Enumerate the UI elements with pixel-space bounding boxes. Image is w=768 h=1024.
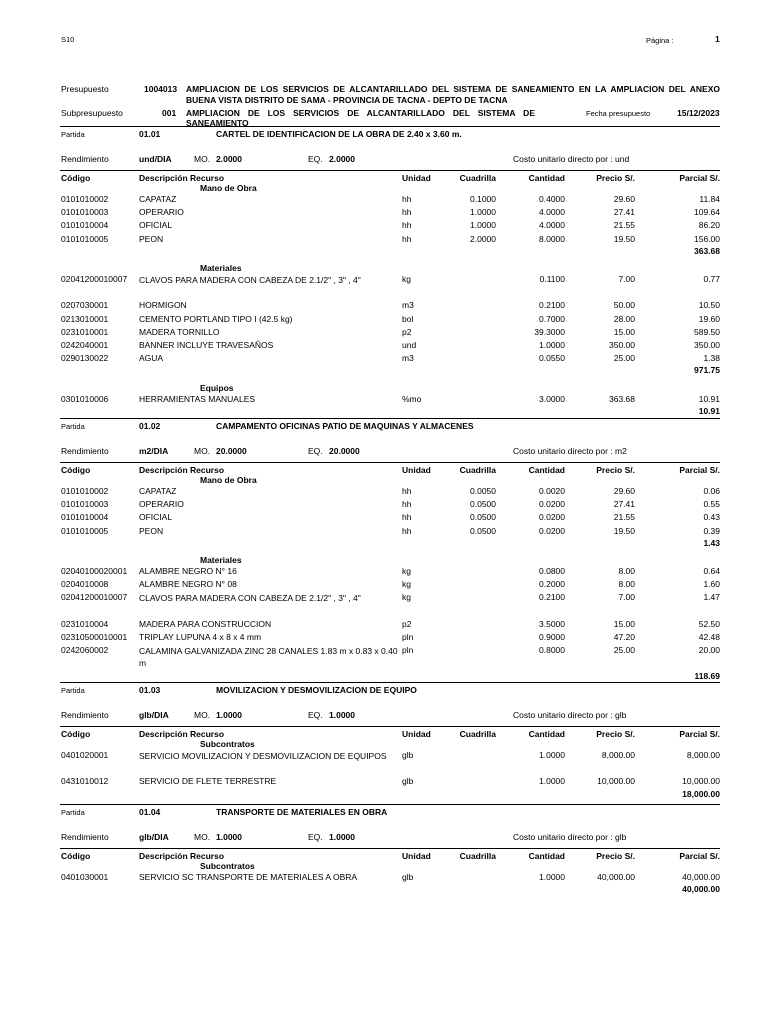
row-cantidad: 0.1100 (539, 274, 565, 284)
group-title: Mano de Obra (200, 475, 257, 485)
row-cantidad: 0.2100 (539, 300, 565, 311)
col-parcial-header: Parcial S/. (679, 729, 720, 739)
row-codigo: 0207030001 (61, 300, 109, 311)
mo-label: MO. (194, 446, 211, 456)
row-descripcion: CLAVOS PARA MADERA CON CABEZA DE 2.1/2" , 3" , 4" (139, 593, 361, 604)
col-cuadrilla-header: Cuadrilla (459, 465, 496, 475)
row-precio: 21.55 (613, 512, 635, 523)
row-descripcion: CAPATAZ (139, 194, 177, 204)
col-cantidad-header: Cantidad (528, 465, 565, 475)
row-precio: 7.00 (618, 274, 635, 284)
row-cuadrilla: 1.0000 (470, 207, 496, 218)
row-parcial: 20.00 (698, 645, 720, 656)
col-cuadrilla-header: Cuadrilla (459, 729, 496, 739)
row-codigo: 0101010004 (61, 512, 109, 523)
row-codigo: 0101010004 (61, 220, 109, 231)
partida-code: 01.01 (139, 129, 161, 139)
row-descripcion: ALAMBRE NEGRO N° 16 (139, 566, 237, 576)
table-top-rule (60, 848, 720, 849)
row-descripcion: OFICIAL (139, 220, 173, 231)
subpresupuesto-title-line1: AMPLIACION DE LOS SERVICIOS DE ALCANTARILLADO DEL SISTEMA DE (186, 108, 535, 118)
row-codigo: 0213010001 (61, 313, 109, 324)
row-parcial: 156.00 (694, 233, 720, 244)
row-cantidad: 1.0000 (539, 872, 565, 882)
row-unidad: hh (402, 233, 412, 244)
eq-label: EQ. (308, 710, 323, 720)
row-precio: 7.00 (618, 592, 635, 603)
costo-unitario-label: Costo unitario directo por : m2 (513, 446, 627, 456)
row-unidad: hh (402, 194, 412, 204)
row-parcial: 0.06 (703, 486, 720, 496)
col-precio-header: Precio S/. (596, 729, 635, 739)
row-codigo: 0301010006 (61, 393, 109, 404)
row-cantidad: 3.0000 (539, 393, 565, 404)
row-codigo: 02041200010007 (61, 274, 128, 284)
presupuesto-code: 1004013 (144, 84, 178, 94)
col-cantidad-header: Cantidad (528, 729, 565, 739)
row-cantidad: 39.3000 (534, 326, 565, 337)
group-subtotal: 18,000.00 (682, 788, 720, 799)
row-unidad: und (402, 340, 417, 350)
partida-label: Partida (61, 130, 85, 139)
col-precio-header: Precio S/. (596, 851, 635, 861)
col-codigo-header: Código (61, 465, 91, 475)
group-title: Subcontratos (200, 739, 255, 749)
col-precio-header: Precio S/. (596, 173, 635, 183)
partida-divider (60, 418, 720, 419)
eq-value: 1.0000 (329, 710, 355, 720)
rendimiento-label: Rendimiento (61, 154, 109, 164)
col-descripcion-header: Descripción Recurso (139, 851, 225, 861)
table-top-rule (60, 170, 720, 171)
row-descripcion: OPERARIO (139, 207, 184, 218)
row-cuadrilla: 1.0000 (470, 220, 496, 231)
row-parcial: 42.48 (698, 632, 720, 642)
group-title: Subcontratos (200, 861, 255, 871)
row-parcial: 109.64 (694, 207, 720, 218)
row-unidad: m3 (402, 300, 414, 311)
row-precio: 363.68 (609, 393, 635, 404)
row-descripcion: MADERA TORNILLO (139, 326, 220, 337)
mo-label: MO. (194, 832, 211, 842)
row-unidad: glb (402, 872, 414, 882)
row-codigo: 02310500010001 (61, 632, 128, 642)
row-descripcion: SERVICIO DE FLETE TERRESTRE (139, 776, 277, 787)
partida-divider (60, 804, 720, 805)
row-descripcion: OPERARIO (139, 499, 184, 510)
subpresupuesto-title-line2: SANEAMIENTO (186, 118, 249, 128)
partida-title: CARTEL DE IDENTIFICACION DE LA OBRA DE 2.40 x 3.60 m. (216, 129, 462, 139)
row-cuadrilla: 0.1000 (470, 194, 496, 204)
row-cantidad: 4.0000 (539, 220, 565, 231)
row-unidad: bol (402, 313, 414, 324)
row-cantidad: 0.0800 (539, 566, 565, 576)
row-cuadrilla: 2.0000 (470, 233, 496, 244)
group-subtotal: 363.68 (694, 245, 720, 256)
row-descripcion: CEMENTO PORTLAND TIPO I (42.5 kg) (139, 313, 293, 324)
row-precio: 27.41 (613, 207, 635, 218)
col-cantidad-header: Cantidad (528, 851, 565, 861)
row-parcial: 0.39 (703, 525, 720, 536)
row-parcial: 0.43 (703, 512, 720, 523)
partida-label: Partida (61, 808, 85, 817)
group-subtotal: 118.69 (694, 670, 720, 681)
partida-code: 01.02 (139, 421, 161, 431)
row-unidad: hh (402, 207, 412, 218)
row-unidad: m3 (402, 353, 414, 364)
rendimiento-label: Rendimiento (61, 832, 109, 842)
partida-divider (60, 126, 720, 127)
row-cantidad: 1.0000 (539, 340, 565, 350)
col-precio-header: Precio S/. (596, 465, 635, 475)
row-precio: 8.00 (618, 579, 635, 590)
partida-code: 01.03 (139, 685, 161, 695)
col-unidad-header: Unidad (402, 729, 431, 739)
rendimiento-value: m2/DIA (139, 446, 169, 456)
row-descripcion: OFICIAL (139, 512, 173, 523)
col-parcial-header: Parcial S/. (679, 173, 720, 183)
col-codigo-header: Código (61, 729, 91, 739)
row-parcial: 40,000.00 (682, 872, 720, 882)
col-codigo-header: Código (61, 173, 91, 183)
row-precio: 25.00 (613, 645, 635, 656)
row-descripcion: HERRAMIENTAS MANUALES (139, 393, 256, 404)
row-cantidad: 0.0200 (539, 512, 565, 523)
row-parcial: 1.47 (703, 592, 720, 603)
row-parcial: 589.50 (694, 326, 720, 337)
row-parcial: 0.55 (703, 499, 720, 510)
row-unidad: p2 (402, 326, 412, 337)
row-cuadrilla: 0.0500 (470, 512, 496, 523)
mo-value: 1.0000 (216, 710, 242, 720)
row-parcial: 10,000.00 (682, 776, 720, 787)
group-title: Equipos (200, 382, 234, 393)
row-precio: 40,000.00 (597, 872, 635, 882)
row-unidad: kg (402, 592, 411, 603)
row-precio: 10,000.00 (597, 776, 635, 787)
row-codigo: 0401020001 (61, 750, 109, 760)
subpresupuesto-code: 001 (162, 108, 177, 118)
row-descripcion: CLAVOS PARA MADERA CON CABEZA DE 2.1/2" , 3" , 4" (139, 275, 361, 285)
eq-label: EQ. (308, 446, 323, 456)
fecha-value: 15/12/2023 (677, 108, 720, 118)
eq-value: 1.0000 (329, 832, 355, 842)
rendimiento-value: glb/DIA (139, 710, 169, 720)
col-unidad-header: Unidad (402, 465, 431, 475)
row-cantidad: 0.2000 (539, 579, 565, 590)
row-cantidad: 1.0000 (539, 776, 565, 787)
row-codigo: 02040100020001 (61, 566, 128, 576)
fecha-label: Fecha presupuesto (586, 109, 651, 118)
group-subtotal: 10.91 (698, 405, 720, 416)
row-parcial: 52.50 (698, 618, 720, 629)
col-unidad-header: Unidad (402, 851, 431, 861)
row-parcial: 8,000.00 (686, 750, 720, 760)
row-cantidad: 8.0000 (539, 233, 565, 244)
rendimiento-label: Rendimiento (61, 446, 109, 456)
row-descripcion: CALAMINA GALVANIZADA ZINC 28 CANALES 1.83 m x 0.83 x 0.40 m (139, 646, 398, 669)
row-precio: 50.00 (613, 300, 635, 311)
subpresupuesto-label: Subpresupuesto (61, 108, 123, 118)
rendimiento-value: und/DIA (139, 154, 172, 164)
col-cuadrilla-header: Cuadrilla (459, 851, 496, 861)
row-precio: 19.50 (613, 233, 635, 244)
row-descripcion: SERVICIO SC TRANSPORTE DE MATERIALES A OBRA (139, 872, 358, 882)
row-parcial: 0.64 (703, 566, 720, 576)
row-descripcion: PEON (139, 525, 164, 536)
row-codigo: 0290130022 (61, 353, 109, 364)
group-subtotal: 40,000.00 (682, 884, 720, 895)
col-descripcion-header: Descripción Recurso (139, 465, 225, 475)
rendimiento-value: glb/DIA (139, 832, 169, 842)
eq-label: EQ. (308, 154, 323, 164)
mo-value: 2.0000 (216, 154, 242, 164)
row-codigo: 0242060002 (61, 645, 109, 656)
group-subtotal: 971.75 (694, 365, 720, 376)
col-unidad-header: Unidad (402, 173, 431, 183)
row-precio: 47.20 (613, 632, 635, 642)
row-unidad: hh (402, 499, 412, 510)
row-precio: 8.00 (618, 566, 635, 576)
row-cantidad: 4.0000 (539, 207, 565, 218)
row-codigo: 0431010012 (61, 776, 109, 787)
row-unidad: %mo (402, 393, 422, 404)
row-cantidad: 3.5000 (539, 618, 565, 629)
row-precio: 21.55 (613, 220, 635, 231)
row-cantidad: 0.8000 (539, 645, 565, 656)
partida-title: TRANSPORTE DE MATERIALES EN OBRA (216, 807, 388, 817)
group-title: Materiales (200, 263, 242, 273)
row-descripcion: PEON (139, 233, 164, 244)
row-cuadrilla: 0.0500 (470, 525, 496, 536)
row-unidad: hh (402, 486, 412, 496)
row-codigo: 0101010003 (61, 207, 109, 218)
row-unidad: p2 (402, 618, 412, 629)
row-parcial: 11.84 (699, 194, 720, 204)
mo-label: MO. (194, 154, 211, 164)
page-label: Página : (646, 36, 674, 45)
row-descripcion: SERVICIO MOVILIZACION Y DESMOVILIZACION DE EQUIPOS (139, 751, 387, 761)
row-descripcion: ALAMBRE NEGRO N° 08 (139, 579, 237, 590)
eq-label: EQ. (308, 832, 323, 842)
costo-unitario-label: Costo unitario directo por : glb (513, 832, 627, 842)
row-cantidad: 1.0000 (539, 750, 565, 760)
table-top-rule (60, 462, 720, 463)
row-descripcion: MADERA PARA CONSTRUCCION (139, 618, 272, 629)
row-codigo: 0101010003 (61, 499, 109, 510)
partida-divider (60, 682, 720, 683)
row-precio: 28.00 (613, 313, 635, 324)
row-precio: 8,000.00 (601, 750, 635, 760)
page-number: 1 (715, 34, 720, 44)
row-descripcion: CAPATAZ (139, 486, 177, 496)
row-codigo: 0204010008 (61, 579, 109, 590)
row-parcial: 0.77 (703, 274, 720, 284)
row-cantidad: 0.9000 (539, 632, 565, 642)
row-descripcion: BANNER INCLUYE TRAVESAÑOS (139, 340, 274, 350)
eq-value: 20.0000 (329, 446, 360, 456)
presupuesto-label: Presupuesto (61, 84, 109, 94)
row-codigo: 0101010005 (61, 233, 109, 244)
row-cantidad: 0.0020 (539, 486, 565, 496)
row-cantidad: 0.2100 (539, 592, 565, 603)
row-parcial: 86.20 (698, 220, 720, 231)
row-codigo: 0401030001 (61, 872, 109, 882)
row-unidad: pln (402, 645, 414, 656)
row-cuadrilla: 0.0050 (470, 486, 496, 496)
eq-value: 2.0000 (329, 154, 355, 164)
col-parcial-header: Parcial S/. (679, 851, 720, 861)
row-codigo: 0242040001 (61, 340, 109, 350)
group-title: Mano de Obra (200, 183, 257, 193)
row-precio: 29.60 (613, 194, 635, 204)
row-precio: 27.41 (613, 499, 635, 510)
row-codigo: 0231010004 (61, 618, 109, 629)
partida-label: Partida (61, 686, 85, 695)
mo-value: 1.0000 (216, 832, 242, 842)
row-unidad: glb (402, 776, 414, 787)
row-parcial: 10.91 (698, 393, 720, 404)
group-subtotal: 1.43 (703, 537, 720, 548)
row-unidad: hh (402, 525, 412, 536)
row-precio: 29.60 (613, 486, 635, 496)
col-parcial-header: Parcial S/. (679, 465, 720, 475)
row-precio: 19.50 (613, 525, 635, 536)
partida-title: CAMPAMENTO OFICINAS PATIO DE MAQUINAS Y ALMACENES (216, 421, 474, 431)
col-cuadrilla-header: Cuadrilla (459, 173, 496, 183)
partida-title: MOVILIZACION Y DESMOVILIZACION DE EQUIPO (216, 685, 417, 695)
mo-value: 20.0000 (216, 446, 247, 456)
row-cantidad: 0.0550 (539, 353, 565, 364)
row-unidad: hh (402, 512, 412, 523)
partida-code: 01.04 (139, 807, 161, 817)
row-unidad: glb (402, 750, 414, 760)
col-codigo-header: Código (61, 851, 91, 861)
costo-unitario-label: Costo unitario directo por : und (513, 154, 630, 164)
presupuesto-title-line1: AMPLIACION DE LOS SERVICIOS DE ALCANTARILLADO DEL SISTEMA DE SANEAMIENTO EN LA AMPLIACION DEL ANEXO (186, 84, 720, 94)
row-parcial: 19.60 (698, 313, 720, 324)
row-cantidad: 0.0200 (539, 499, 565, 510)
row-cuadrilla: 0.0500 (470, 499, 496, 510)
row-unidad: kg (402, 579, 411, 590)
row-unidad: pln (402, 632, 414, 642)
row-codigo: 0101010005 (61, 525, 109, 536)
row-descripcion: TRIPLAY LUPUNA 4 x 8 x 4 mm (139, 632, 262, 642)
row-unidad: hh (402, 220, 412, 231)
row-precio: 25.00 (613, 353, 635, 364)
row-codigo: 02041200010007 (61, 592, 128, 603)
row-unidad: kg (402, 566, 411, 576)
row-unidad: kg (402, 274, 411, 284)
row-cantidad: 0.7000 (539, 313, 565, 324)
rendimiento-label: Rendimiento (61, 710, 109, 720)
group-title: Materiales (200, 555, 242, 565)
costo-unitario-label: Costo unitario directo por : glb (513, 710, 627, 720)
row-parcial: 1.38 (703, 353, 720, 364)
partida-label: Partida (61, 422, 85, 431)
row-cantidad: 0.0200 (539, 525, 565, 536)
row-descripcion: HORMIGON (139, 300, 187, 311)
row-precio: 15.00 (613, 326, 635, 337)
row-parcial: 1.60 (703, 579, 720, 590)
report-code: S10 (61, 35, 75, 44)
row-descripcion: AGUA (139, 353, 164, 364)
mo-label: MO. (194, 710, 211, 720)
row-codigo: 0101010002 (61, 486, 109, 496)
col-cantidad-header: Cantidad (528, 173, 565, 183)
row-cantidad: 0.4000 (539, 194, 565, 204)
presupuesto-title-line2: BUENA VISTA DISTRITO DE SAMA - PROVINCIA DE TACNA - DEPTO DE TACNA (186, 95, 508, 105)
col-descripcion-header: Descripción Recurso (139, 729, 225, 739)
row-parcial: 350.00 (694, 340, 720, 350)
table-top-rule (60, 726, 720, 727)
row-parcial: 10.50 (698, 300, 720, 311)
row-codigo: 0231010001 (61, 326, 109, 337)
row-precio: 350.00 (609, 340, 635, 350)
col-descripcion-header: Descripción Recurso (139, 173, 225, 183)
row-precio: 15.00 (613, 618, 635, 629)
row-codigo: 0101010002 (61, 194, 109, 204)
